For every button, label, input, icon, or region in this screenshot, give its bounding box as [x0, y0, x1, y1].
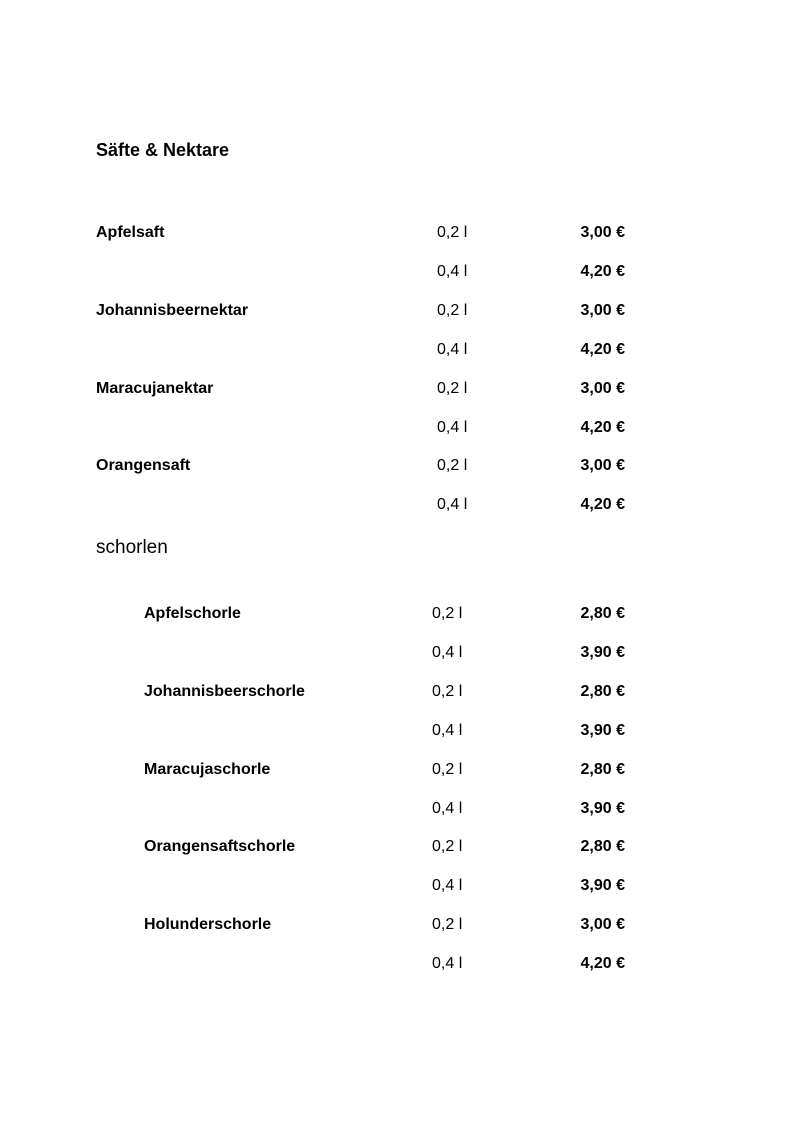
item-volume: 0,2 l	[432, 605, 463, 622]
item-price: 3,00 €	[580, 457, 625, 475]
item-volume: 0,2 l	[432, 682, 463, 700]
item-price: 4,20 €	[580, 955, 625, 973]
item-volume: 0,4 l	[437, 496, 468, 514]
price-row	[0, 417, 794, 439]
price-row	[0, 759, 794, 781]
item-volume: 0,4 l	[437, 418, 468, 436]
price-row	[0, 875, 794, 897]
item-name: Maracujaschorle	[144, 760, 271, 778]
item-volume: 0,4 l	[432, 799, 463, 817]
item-price: 4,20 €	[580, 496, 625, 514]
item-name: Apfelschorle	[144, 605, 241, 622]
price-row	[0, 494, 794, 516]
item-name: Johannisbeerschorle	[144, 682, 305, 700]
item-volume: 0,2 l	[437, 457, 468, 475]
item-volume: 0,2 l	[432, 760, 463, 778]
item-volume: 0,2 l	[437, 379, 468, 397]
item-price: 3,90 €	[580, 721, 625, 739]
item-price: 2,80 €	[580, 760, 625, 778]
section-title-saefte: Säfte & Nektare	[96, 140, 230, 160]
item-volume: 0,4 l	[437, 262, 468, 280]
item-volume: 0,2 l	[432, 916, 463, 934]
item-name: Apfelsaft	[96, 224, 165, 241]
item-price: 3,90 €	[580, 799, 625, 817]
item-name: Maracujanektar	[96, 379, 214, 397]
price-row	[0, 642, 794, 664]
price-row	[0, 681, 794, 703]
item-price: 4,20 €	[580, 340, 625, 358]
item-price: 4,20 €	[580, 262, 625, 280]
price-row	[0, 914, 794, 936]
price-row	[0, 378, 794, 400]
price-row	[0, 798, 794, 820]
item-price: 3,00 €	[580, 379, 625, 397]
item-name: Orangensaft	[96, 457, 191, 475]
price-row	[0, 953, 794, 975]
item-price: 2,80 €	[580, 605, 625, 622]
item-volume: 0,4 l	[432, 643, 463, 661]
price-row	[0, 339, 794, 361]
price-row	[0, 300, 794, 322]
item-price: 3,00 €	[580, 224, 625, 241]
item-price: 3,00 €	[580, 301, 625, 319]
item-price: 2,80 €	[580, 838, 625, 856]
item-name: Orangensaftschorle	[144, 838, 296, 856]
item-volume: 0,4 l	[437, 340, 468, 358]
item-volume: 0,2 l	[432, 838, 463, 856]
price-row	[0, 261, 794, 283]
price-row	[0, 455, 794, 477]
item-name: Holunderschorle	[144, 916, 272, 934]
item-volume: 0,4 l	[432, 877, 463, 895]
item-price: 3,90 €	[580, 643, 625, 661]
price-row	[0, 720, 794, 742]
item-price: 3,90 €	[580, 877, 625, 895]
item-name: Johannisbeernektar	[96, 301, 249, 319]
section-title-schorlen: schorlen	[96, 537, 168, 558]
item-volume: 0,4 l	[432, 721, 463, 739]
price-row	[0, 603, 794, 625]
item-price: 3,00 €	[580, 916, 625, 934]
item-price: 2,80 €	[580, 682, 625, 700]
item-price: 4,20 €	[580, 418, 625, 436]
item-volume: 0,2 l	[437, 224, 468, 241]
item-volume: 0,2 l	[437, 301, 468, 319]
price-row	[0, 222, 794, 244]
item-volume: 0,4 l	[432, 955, 463, 973]
price-row	[0, 836, 794, 858]
